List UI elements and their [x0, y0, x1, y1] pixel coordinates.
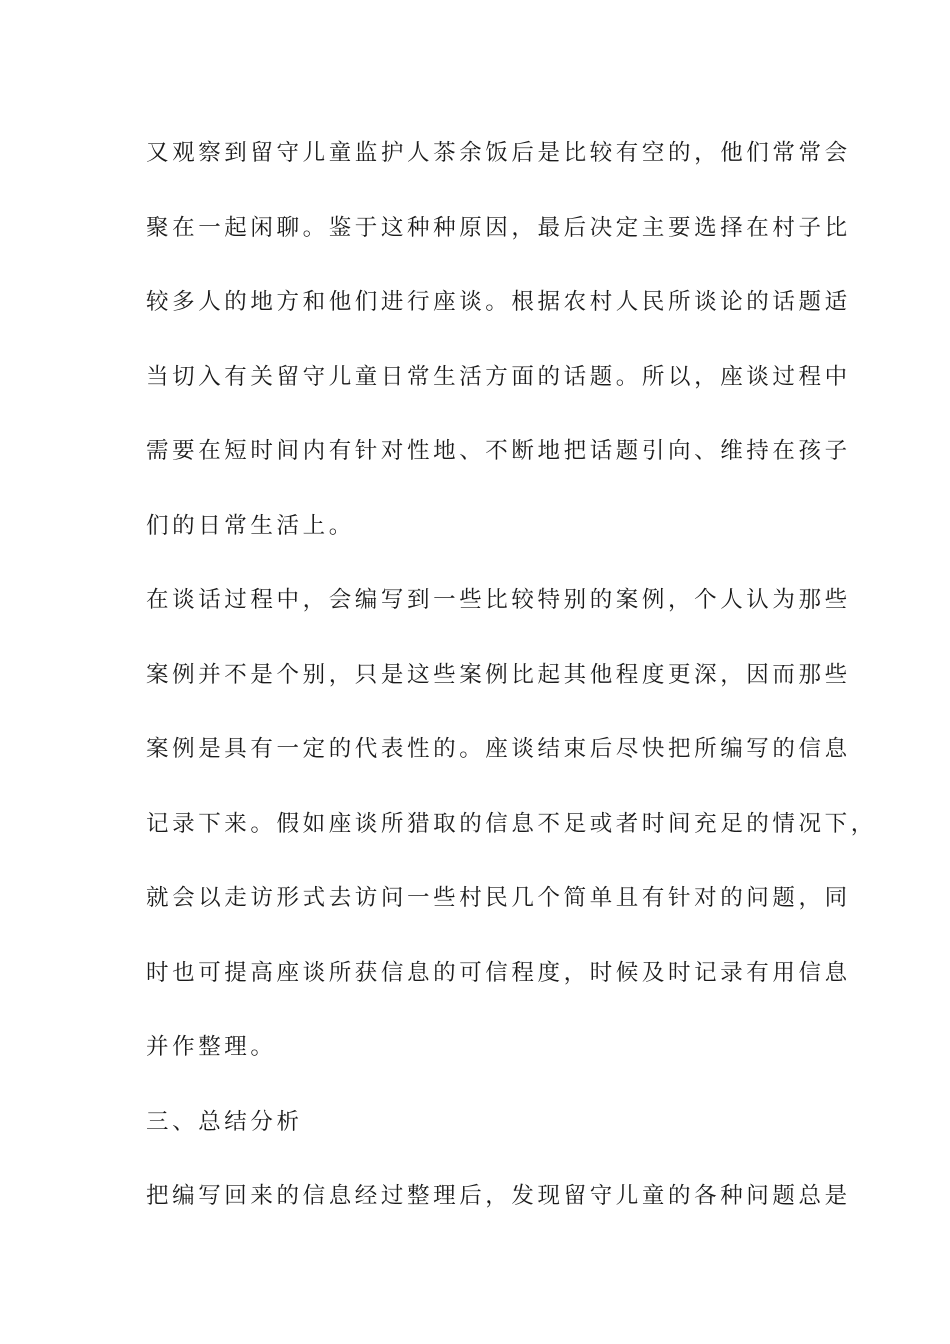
text-line: 把编写回来的信息经过整理后，发现留守儿童的各种问题总是 [146, 1183, 851, 1209]
text-line: 又观察到留守儿童监护人茶余饭后是比较有空的，他们常常会 [146, 140, 851, 166]
text-line: 需要在短时间内有针对性地、不断地把话题引向、维持在孩子 [146, 438, 851, 464]
section-heading: 三、总结分析 [146, 1108, 303, 1135]
text-line: 较多人的地方和他们进行座谈。根据农村人民所谈论的话题适 [146, 289, 851, 315]
text-line: 当切入有关留守儿童日常生活方面的话题。所以，座谈过程中 [146, 363, 851, 390]
text-line: 就会以走访形式去访问一些村民几个简单且有针对的问题，同 [146, 885, 851, 911]
text-line: 记录下来。假如座谈所猎取的信息不足或者时间充足的情况下， [146, 810, 877, 837]
text-line: 在谈话过程中，会编写到一些比较特别的案例，个人认为那些 [146, 587, 851, 613]
text-line: 案例并不是个别，只是这些案例比起其他程度更深，因而那些 [146, 661, 851, 688]
text-line: 聚在一起闲聊。鉴于这种种原因，最后决定主要选择在村子比 [146, 214, 851, 241]
document-body [146, 131, 877, 1249]
text-line: 并作整理。 [146, 1034, 277, 1060]
text-line: 时也可提高座谈所获信息的可信程度，时候及时记录有用信息 [146, 959, 851, 986]
text-line: 们的日常生活上。 [146, 512, 355, 539]
text-line: 案例是具有一定的代表性的。座谈结束后尽快把所编写的信息 [146, 736, 851, 762]
